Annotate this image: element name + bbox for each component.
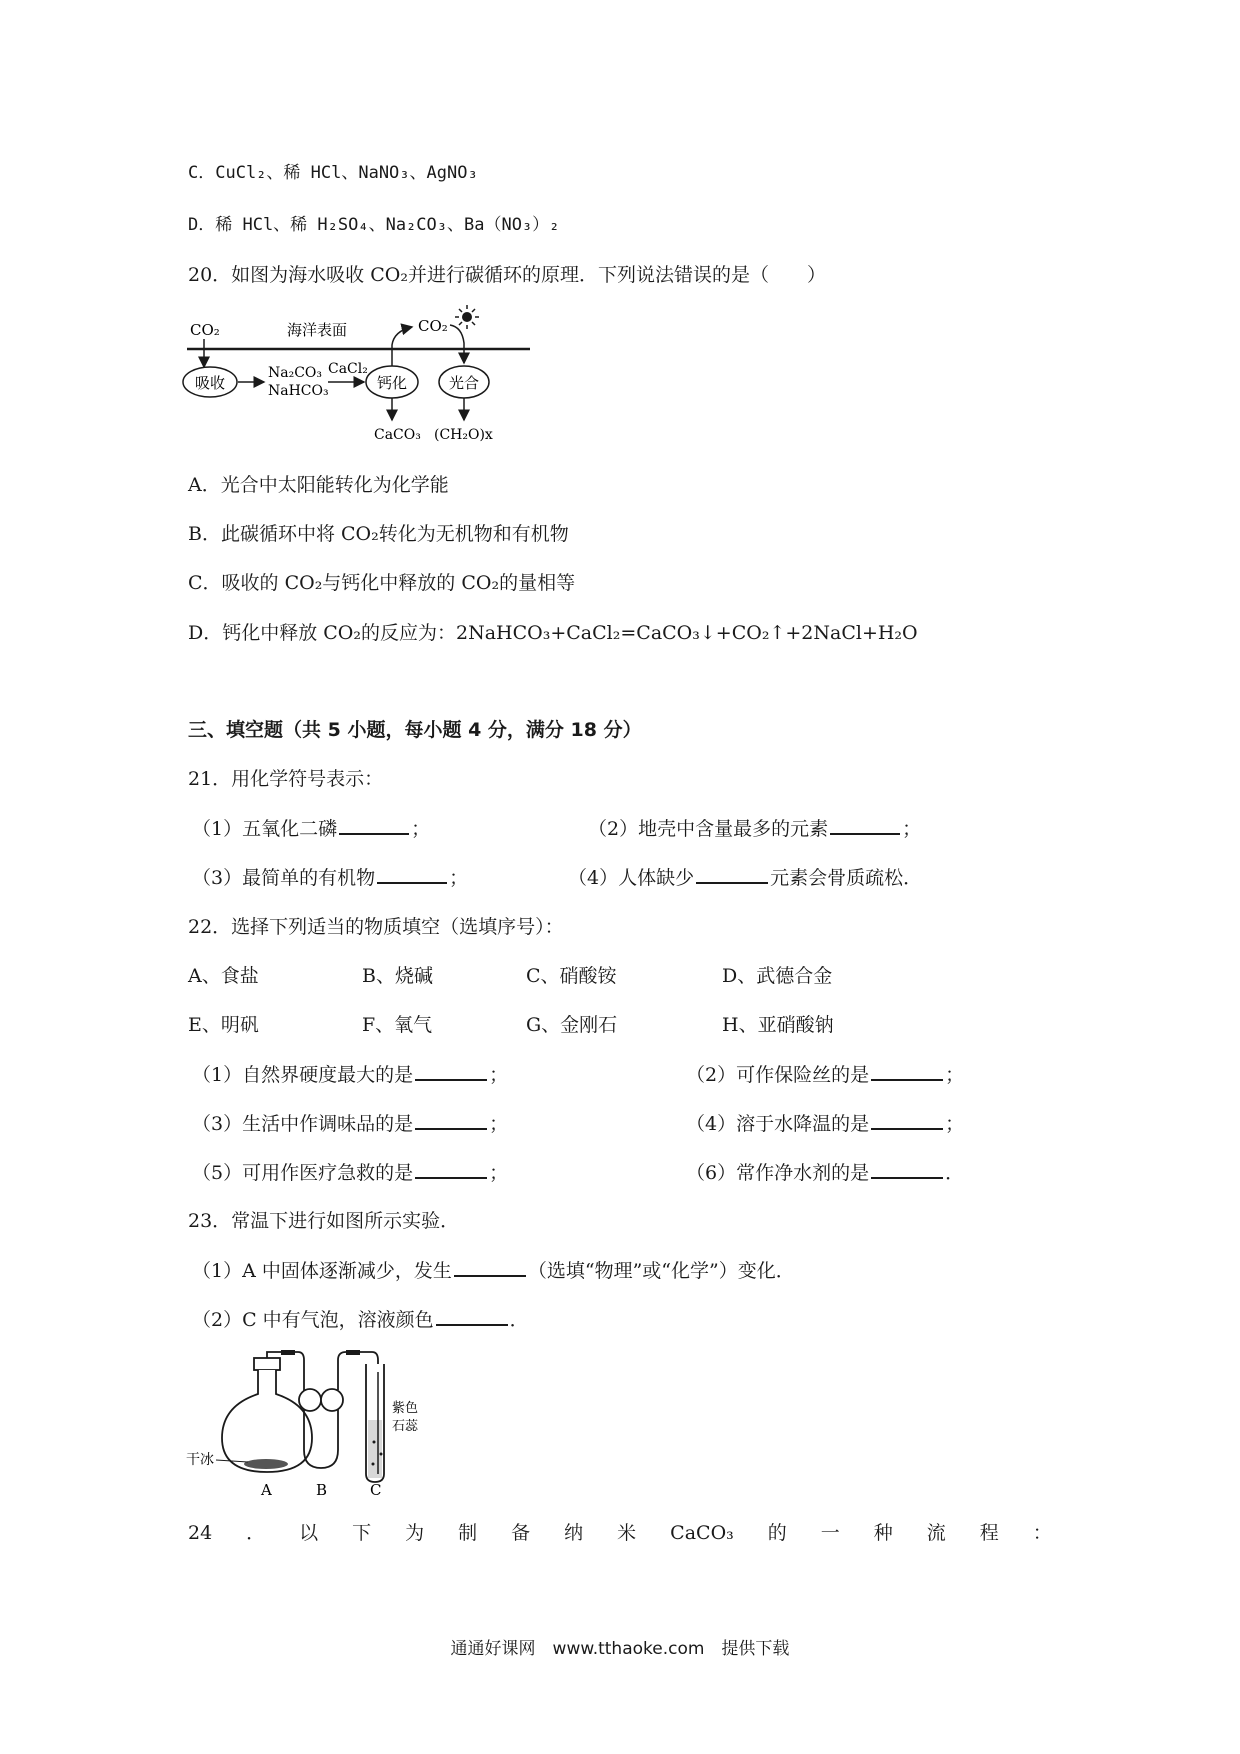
q24-char: 制 xyxy=(458,1522,478,1544)
purple-label-1: 紫色 xyxy=(392,1401,419,1416)
q21-part-1 xyxy=(192,815,430,842)
q23-p2-blank[interactable] xyxy=(436,1306,508,1326)
q21-p4-text-a: （4）人体缺少 xyxy=(568,867,695,889)
nahco3-label: NaHCO₃ xyxy=(268,383,329,399)
q22-p3-text: （3）生活中作调味品的是 xyxy=(192,1113,414,1135)
q22-p5-text: （5）可用作医疗急救的是 xyxy=(192,1162,414,1184)
q22-choice-h: H、亚硝酸钠 xyxy=(722,1014,834,1036)
label-a: A xyxy=(261,1481,272,1499)
q22-p6-period: ． xyxy=(945,1162,965,1184)
q23-p2-text-a: （2）C 中有气泡，溶液颜色 xyxy=(192,1309,434,1331)
q21-p3-semi: ； xyxy=(449,867,469,889)
q22-part-4 xyxy=(686,1110,964,1137)
q24-char: 备 xyxy=(511,1522,531,1544)
q22-choice-f: F、氧气 xyxy=(362,1014,433,1036)
q21-part-2 xyxy=(588,815,921,842)
experiment-apparatus xyxy=(186,1350,466,1500)
q23-p1-blank[interactable] xyxy=(454,1257,526,1277)
q24-char: ． xyxy=(246,1522,266,1544)
q23-part-2 xyxy=(192,1306,529,1333)
q22-choice-a: A、食盐 xyxy=(188,965,259,987)
label-c: C xyxy=(370,1481,382,1499)
q22-choice-e: E、明矾 xyxy=(188,1014,259,1036)
q19-option-c: C．CuCl₂、稀 HCl、NaNO₃、AgNO₃ xyxy=(188,163,478,183)
q22-part-3 xyxy=(192,1110,508,1137)
q24-char: 为 xyxy=(405,1522,425,1544)
q21-p3-text: （3）最简单的有机物 xyxy=(192,867,376,889)
q22-choice-c: C、硝酸铵 xyxy=(526,965,617,987)
calcify-label: 钙化 xyxy=(377,374,408,392)
q19-option-d: D．稀 HCl、稀 H₂SO₄、Na₂CO₃、Ba（NO₃）₂ xyxy=(188,215,560,235)
q24-char: 流 xyxy=(926,1522,946,1544)
q21-part-3 xyxy=(192,864,468,891)
caco3-label: CaCO₃ xyxy=(374,427,421,443)
q21-p2-blank[interactable] xyxy=(830,815,900,835)
q23-p1-text-b: （选填“物理”或“化学”）变化． xyxy=(527,1260,795,1282)
q22-p5-blank[interactable] xyxy=(415,1159,487,1179)
section-3-title: 三、填空题（共 5 小题，每小题 4 分，满分 18 分） xyxy=(188,719,642,741)
q22-p3-blank[interactable] xyxy=(415,1110,487,1130)
q24-char: 一 xyxy=(820,1522,840,1544)
q20-stem: 20．如图为海水吸收 CO₂并进行碳循环的原理．下列说法错误的是（ ） xyxy=(188,264,826,286)
q22-part-6 xyxy=(686,1159,964,1186)
q22-p6-blank[interactable] xyxy=(871,1159,943,1179)
q24-char: CaCO₃ xyxy=(670,1522,734,1544)
q22-p4-blank[interactable] xyxy=(871,1110,943,1130)
q22-part-2 xyxy=(686,1061,964,1088)
q22-choice-g: G、金刚石 xyxy=(526,1014,618,1036)
q21-p4-text-b: 元素会骨质疏松． xyxy=(770,867,923,889)
q22-p3-semi: ； xyxy=(489,1113,509,1135)
q24-char: 下 xyxy=(352,1522,372,1544)
q24-char: 24 xyxy=(188,1522,213,1544)
na2co3-label: Na₂CO₃ xyxy=(268,365,323,381)
co2-left-label: CO₂ xyxy=(190,321,220,339)
q22-p6-text: （6）常作净水剂的是 xyxy=(686,1162,870,1184)
cacl2-label: CaCl₂ xyxy=(328,361,368,377)
q23-p2-text-b: ． xyxy=(509,1309,529,1331)
page-footer: 通通好课网 www.tthaoke.com 提供下载 xyxy=(450,1639,790,1659)
q21-p1-semi: ； xyxy=(411,818,431,840)
dry-ice-solid xyxy=(244,1459,288,1469)
q22-p4-text: （4）溶于水降温的是 xyxy=(686,1113,870,1135)
q22-p5-semi: ； xyxy=(489,1162,509,1184)
q22-part-1 xyxy=(192,1061,508,1088)
q20-option-c: C．吸收的 CO₂与钙化中释放的 CO₂的量相等 xyxy=(188,572,576,594)
flask-a xyxy=(222,1370,312,1472)
q22-p2-semi: ； xyxy=(945,1064,965,1086)
q24-char: 以 xyxy=(299,1522,319,1544)
q22-choice-b: B、烧碱 xyxy=(362,965,433,987)
q24-char: 的 xyxy=(767,1522,787,1544)
carbon-cycle-diagram xyxy=(182,305,562,445)
q20-option-d: D．钙化中释放 CO₂的反应为：2NaHCO₃+CaCl₂=CaCO₃↓+CO₂↑+2NaCl+H₂O xyxy=(188,622,918,644)
q21-stem: 21．用化学符号表示： xyxy=(188,768,384,790)
q23-stem: 23．常温下进行如图所示实验． xyxy=(188,1210,460,1232)
q21-p2-semi: ； xyxy=(902,818,922,840)
q21-p2-text: （2）地壳中含量最多的元素 xyxy=(588,818,829,840)
q21-part-4 xyxy=(568,864,922,891)
q22-stem: 22．选择下列适当的物质填空（选填序号）： xyxy=(188,916,564,938)
q22-p2-text: （2）可作保险丝的是 xyxy=(686,1064,870,1086)
sun-icon xyxy=(455,305,479,329)
purple-label-2: 石蕊 xyxy=(392,1419,419,1434)
q21-p3-blank[interactable] xyxy=(377,864,447,884)
q20-option-b: B．此碳循环中将 CO₂转化为无机物和有机物 xyxy=(188,523,569,545)
q22-part-5 xyxy=(192,1159,508,1186)
q23-p1-text-a: （1）A 中固体逐渐减少，发生 xyxy=(192,1260,452,1282)
q20-option-a: A．光合中太阳能转化为化学能 xyxy=(188,474,449,496)
q24-char: 程 xyxy=(979,1522,999,1544)
q21-p4-blank[interactable] xyxy=(696,864,768,884)
q23-part-1 xyxy=(192,1257,795,1284)
q21-p1-blank[interactable] xyxy=(339,815,409,835)
co2-right-label: CO₂ xyxy=(418,317,448,335)
q24-stem xyxy=(188,1520,1052,1546)
sea-surface-label: 海洋表面 xyxy=(287,321,348,339)
q24-char: 种 xyxy=(873,1522,893,1544)
q22-p1-semi: ； xyxy=(489,1064,509,1086)
q24-char: ： xyxy=(1032,1522,1052,1544)
q22-choice-d: D、武德合金 xyxy=(722,965,833,987)
q24-char: 米 xyxy=(617,1522,637,1544)
absorb-label: 吸收 xyxy=(195,374,226,392)
flask-stopper xyxy=(254,1358,280,1370)
q22-p1-text: （1）自然界硬度最大的是 xyxy=(192,1064,414,1086)
q21-p1-text: （1）五氧化二磷 xyxy=(192,818,338,840)
ch2o-label: (CH₂O)x xyxy=(434,427,493,443)
label-b: B xyxy=(316,1481,328,1499)
q22-p1-blank[interactable] xyxy=(415,1061,487,1081)
q22-p4-semi: ； xyxy=(945,1113,965,1135)
photosynthesis-label: 光合 xyxy=(449,374,480,392)
q22-p2-blank[interactable] xyxy=(871,1061,943,1081)
dry-ice-label: 干冰 xyxy=(186,1452,214,1468)
q24-char: 纳 xyxy=(564,1522,584,1544)
